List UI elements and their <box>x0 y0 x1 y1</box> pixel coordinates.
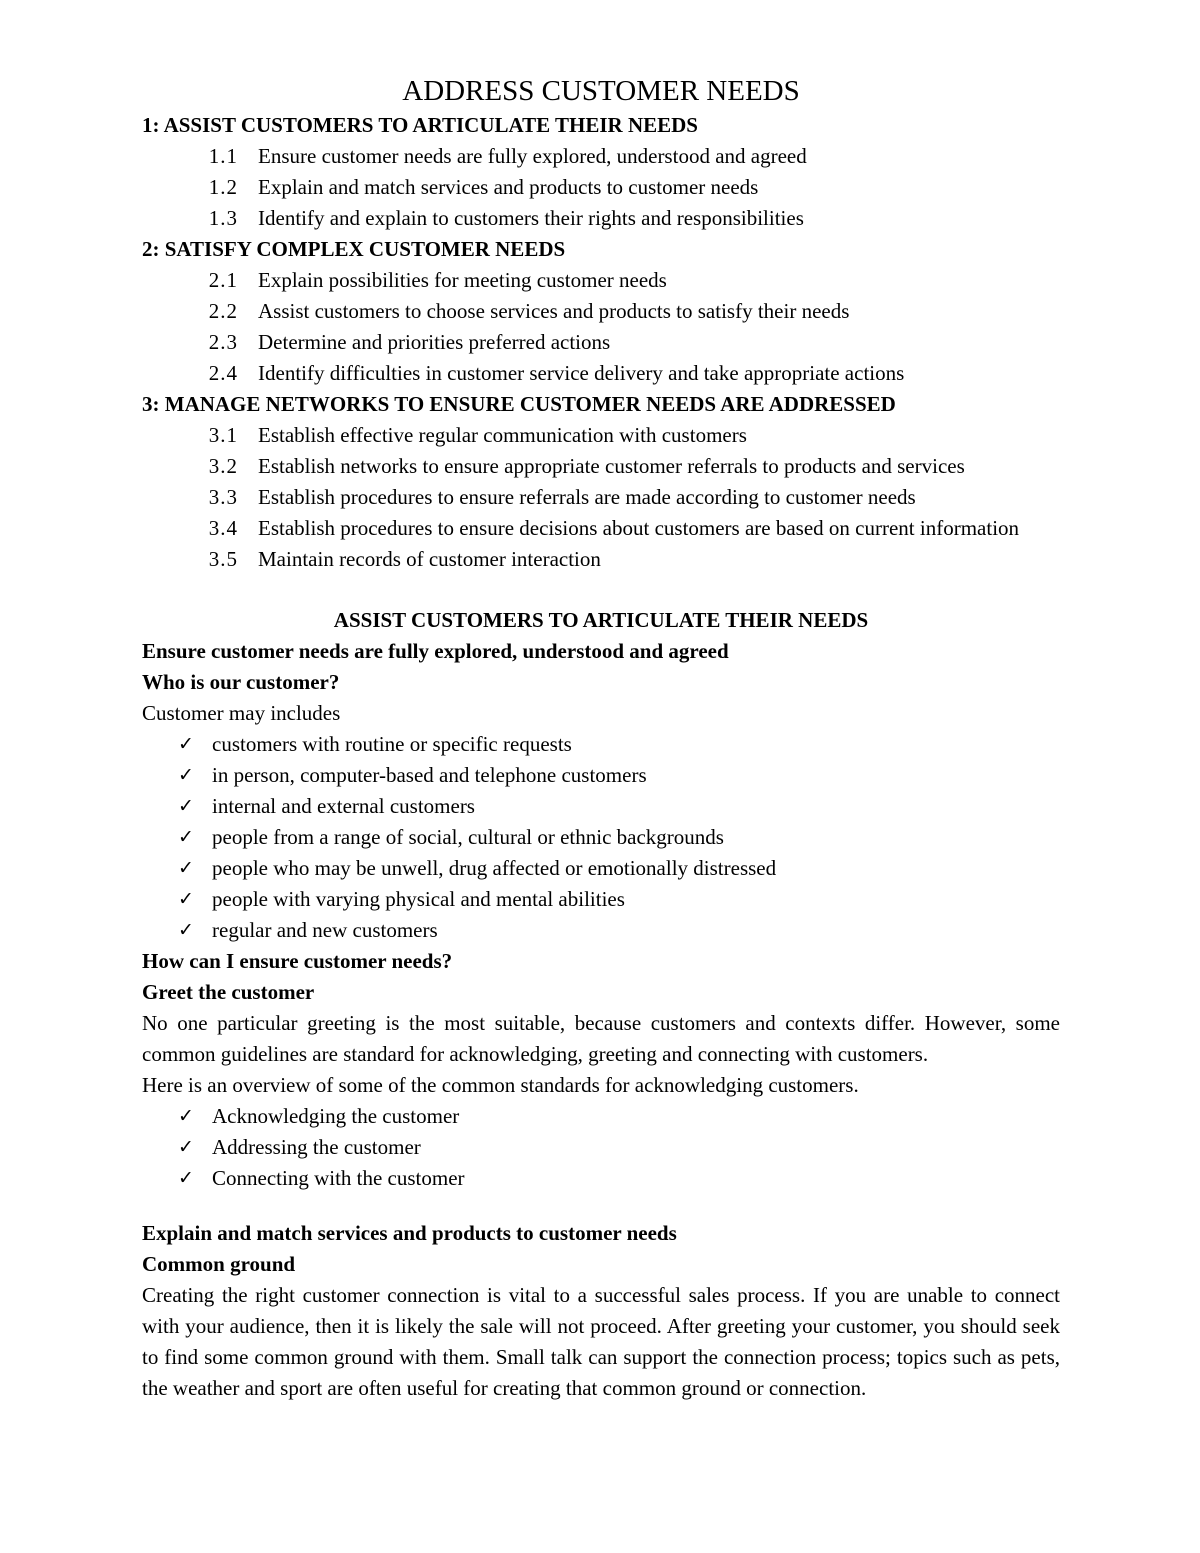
outline-heading-2: 2: SATISFY COMPLEX CUSTOMER NEEDS <box>142 237 566 261</box>
outline-text: Identify and explain to customers their rights and responsibilities <box>258 206 804 230</box>
outline-number: 2.1 <box>208 268 238 292</box>
outline-heading-3: 3: MANAGE NETWORKS TO ENSURE CUSTOMER NEEDS ARE ADDRESSED <box>142 392 896 416</box>
outline-text: Explain possibilities for meeting customer needs <box>258 268 667 292</box>
list-item-text: internal and external customers <box>212 794 475 818</box>
list-item <box>142 791 1060 822</box>
check-mark-icon: ✓ <box>178 1136 194 1158</box>
check-mark-icon: ✓ <box>178 826 194 848</box>
outline-number: 1.1 <box>208 144 238 168</box>
outline-number: 2.3 <box>208 330 238 354</box>
section-title: ASSIST CUSTOMERS TO ARTICULATE THEIR NEEDS <box>333 608 869 632</box>
outline-item <box>142 327 1060 358</box>
list-item-text: people from a range of social, cultural or ethnic backgrounds <box>212 825 724 849</box>
outline-item <box>142 296 1060 327</box>
list-item-text: Acknowledging the customer <box>212 1104 460 1128</box>
list-item-text: people with varying physical and mental abilities <box>212 887 625 911</box>
paragraph: Creating the right customer connection is vital to a successful sales process. If you are unable to connect with your audience, then it is likely the sale will not proceed. After greeting your customer, you should seek to find some common ground with them. Small talk can support the connection process; topics such as pets, the weather and sport are often useful for creating that common ground or connection. <box>142 1283 1060 1400</box>
outline-item <box>142 358 1060 389</box>
section-spacer <box>142 575 1060 605</box>
outline-number: 2.2 <box>208 299 238 323</box>
outline-item <box>142 513 1060 544</box>
customer-types-list <box>142 729 1060 946</box>
outline-text: Maintain records of customer interaction <box>258 547 601 571</box>
outline-number: 3.1 <box>208 423 238 447</box>
list-item-text: people who may be unwell, drug affected or emotionally distressed <box>212 856 777 880</box>
outline-number: 2.4 <box>208 361 238 385</box>
question-heading: Who is our customer? <box>142 670 340 694</box>
paragraph: No one particular greeting is the most suitable, because customers and contexts differ. However, some common guidelines are standard for acknowledging, greeting and connecting with customers. <box>142 1011 1060 1066</box>
list-item <box>142 1101 1060 1132</box>
outline-text: Ensure customer needs are fully explored, understood and agreed <box>258 144 807 168</box>
standards-list <box>142 1101 1060 1194</box>
list-item-text: Connecting with the customer <box>212 1166 465 1190</box>
list-item <box>142 853 1060 884</box>
outline-item <box>142 420 1060 451</box>
subheading: Ensure customer needs are fully explored, understood and agreed <box>142 639 729 663</box>
list-item-text: Addressing the customer <box>212 1135 421 1159</box>
list-item <box>142 915 1060 946</box>
outline-text: Establish procedures to ensure referrals are made according to customer needs <box>258 485 916 509</box>
outline-text: Establish procedures to ensure decisions about customers are based on current information <box>258 516 1020 540</box>
check-mark-icon: ✓ <box>178 919 194 941</box>
section-spacer <box>142 1194 1060 1218</box>
subheading: Greet the customer <box>142 980 315 1004</box>
outline-number: 3.2 <box>208 454 238 478</box>
check-mark-icon: ✓ <box>178 795 194 817</box>
outline-item <box>142 482 1060 513</box>
list-item <box>142 729 1060 760</box>
outline-text: Establish effective regular communication with customers <box>258 423 747 447</box>
check-mark-icon: ✓ <box>178 857 194 879</box>
intro-text: Customer may includes <box>142 701 341 725</box>
outline-number: 1.2 <box>208 175 238 199</box>
outline-text: Assist customers to choose services and products to satisfy their needs <box>258 299 850 323</box>
list-item <box>142 822 1060 853</box>
subheading: Common ground <box>142 1252 296 1276</box>
list-item-text: customers with routine or specific requests <box>212 732 572 756</box>
overview-text: Here is an overview of some of the common standards for acknowledging customers. <box>142 1073 859 1097</box>
outline-text: Establish networks to ensure appropriate customer referrals to products and services <box>258 454 965 478</box>
outline-item <box>142 451 1060 482</box>
outline-heading-1: 1: ASSIST CUSTOMERS TO ARTICULATE THEIR NEEDS <box>142 113 698 137</box>
list-item <box>142 760 1060 791</box>
outline-number: 3.5 <box>208 547 238 571</box>
list-item-text: regular and new customers <box>212 918 438 942</box>
outline-section-1 <box>142 110 1060 234</box>
check-mark-icon: ✓ <box>178 888 194 910</box>
outline-item <box>142 172 1060 203</box>
outline-item <box>142 265 1060 296</box>
check-mark-icon: ✓ <box>178 764 194 786</box>
outline-section-3 <box>142 389 1060 575</box>
list-item <box>142 884 1060 915</box>
document-page <box>142 72 1060 1404</box>
list-item <box>142 1163 1060 1194</box>
outline-number: 1.3 <box>208 206 238 230</box>
outline-list-2 <box>142 265 1060 389</box>
subheading: Explain and match services and products to customer needs <box>142 1221 677 1245</box>
outline-item <box>142 141 1060 172</box>
check-mark-icon: ✓ <box>178 733 194 755</box>
outline-number: 3.3 <box>208 485 238 509</box>
outline-text: Explain and match services and products to customer needs <box>258 175 759 199</box>
document-title: ADDRESS CUSTOMER NEEDS <box>402 75 800 107</box>
check-mark-icon: ✓ <box>178 1105 194 1127</box>
list-item <box>142 1132 1060 1163</box>
outline-item <box>142 544 1060 575</box>
outline-text: Determine and priorities preferred actions <box>258 330 611 354</box>
outline-list-3 <box>142 420 1060 575</box>
outline-text: Identify difficulties in customer service delivery and take appropriate actions <box>258 361 905 385</box>
outline-list-1 <box>142 141 1060 234</box>
outline-section-2 <box>142 234 1060 389</box>
list-item-text: in person, computer-based and telephone customers <box>212 763 647 787</box>
outline-item <box>142 203 1060 234</box>
outline-number: 3.4 <box>208 516 238 540</box>
check-mark-icon: ✓ <box>178 1167 194 1189</box>
question-heading: How can I ensure customer needs? <box>142 949 453 973</box>
